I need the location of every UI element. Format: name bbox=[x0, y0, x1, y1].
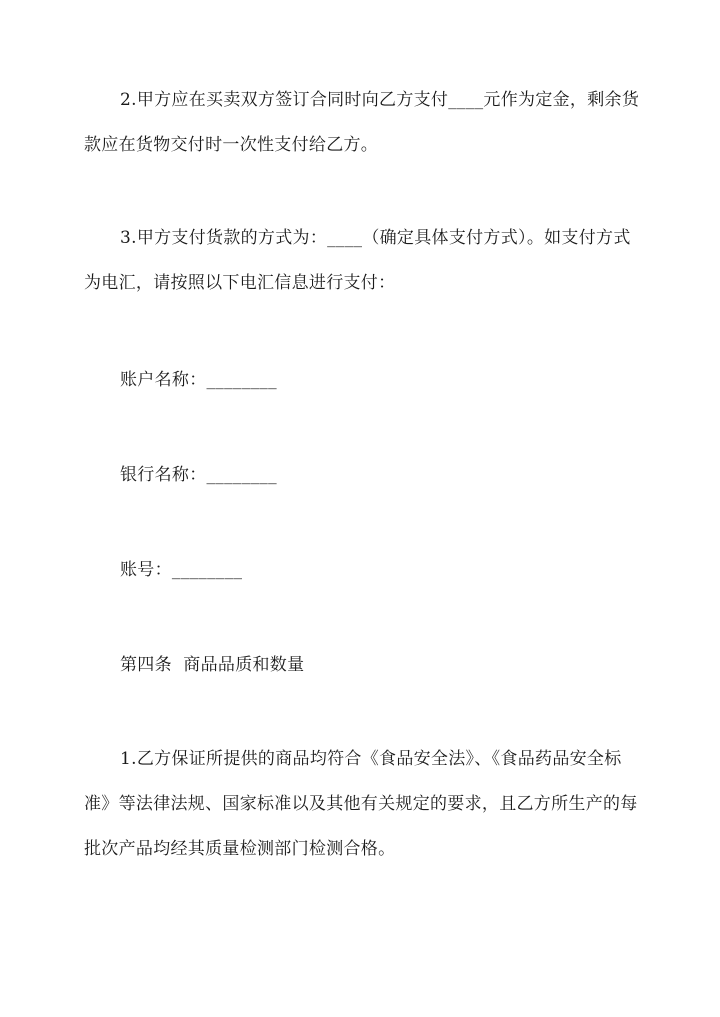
clause-2-paragraph bbox=[84, 78, 640, 168]
clause-3-line-2: 为电汇，请按照以下电汇信息进行支付： bbox=[84, 273, 396, 293]
clause-3-line-1: 3.甲方支付货款的方式为：____（确定具体支付方式）。如支付方式 bbox=[120, 228, 631, 248]
account-name-field: 账户名称：________ bbox=[120, 370, 277, 390]
clause-2-line-1: 2.甲方应在买卖双方签订合同时向乙方支付____元作为定金，剩余货 bbox=[120, 90, 640, 110]
clause-3-paragraph bbox=[84, 216, 636, 306]
clause-4-1-line-2: 准》等法律法规、国家标准以及其他有关规定的要求，且乙方所生产的每 bbox=[84, 794, 638, 814]
bank-name-field: 银行名称：________ bbox=[120, 465, 277, 485]
clause-2-line-2: 款应在货物交付时一次性支付给乙方。 bbox=[84, 135, 379, 155]
clause-4-1-line-1: 1.乙方保证所提供的商品均符合《食品安全法》、《食品药品安全标 bbox=[120, 749, 622, 769]
clause-4-1-line-3: 批次产品均经其质量检测部门检测合格。 bbox=[84, 839, 396, 859]
clause-4-1-paragraph bbox=[84, 737, 636, 872]
account-number-field: 账号：________ bbox=[120, 560, 243, 580]
article-4-heading: 第四条 商品品质和数量 bbox=[120, 655, 305, 675]
